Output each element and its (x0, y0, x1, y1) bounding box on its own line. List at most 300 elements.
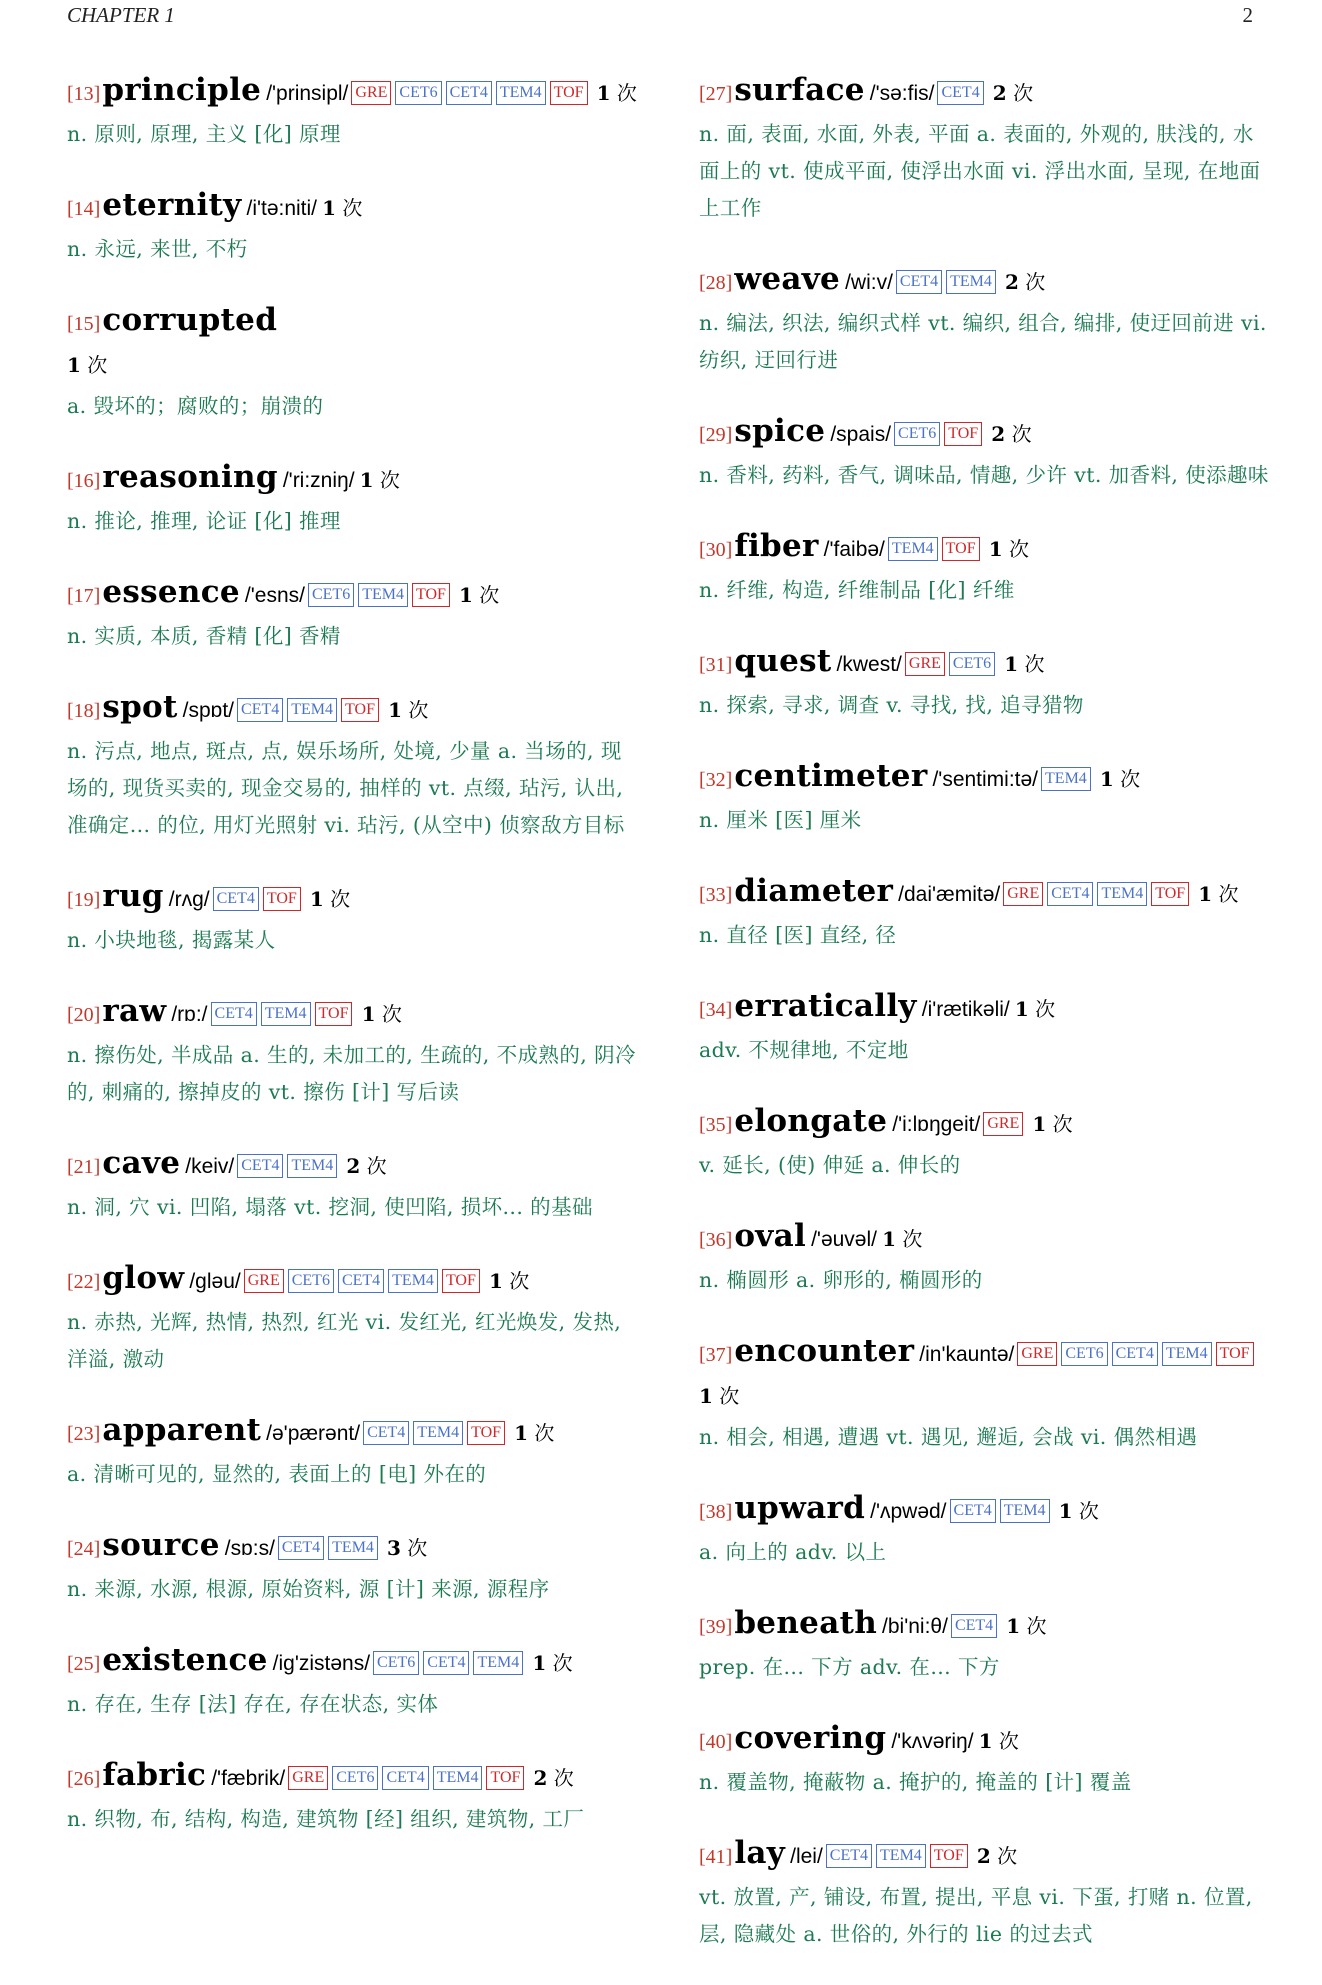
vocab-entry (699, 1216, 1273, 1299)
entry-number: [16] (67, 470, 101, 492)
headword: oval (734, 1218, 807, 1254)
count-value: 1 (359, 468, 374, 492)
entry-number: [34] (699, 999, 733, 1021)
vocab-entry (67, 1640, 641, 1723)
entry-number: [19] (67, 889, 101, 911)
definition: n. 编法, 织法, 编织式样 vt. 编织, 组合, 编排, 使迂回前进 vi. 纺织, 迂回行进 (699, 311, 1267, 372)
headword: upward (734, 1490, 866, 1526)
headword: elongate (734, 1103, 888, 1139)
headword-line (699, 259, 1273, 304)
exam-tag-tem4: TEM4 (1162, 1342, 1212, 1366)
count-value: 1 (988, 537, 1003, 561)
vocab-entry (67, 70, 641, 153)
headword-line (67, 991, 641, 1036)
occurrence-count: 1 次 (988, 537, 1029, 561)
phonetic: /'kʌvəriŋ/ (891, 1730, 974, 1753)
vocab-entry (67, 1755, 641, 1838)
headword: raw (102, 993, 167, 1029)
entry-number: [20] (67, 1004, 101, 1026)
phonetic: /rʌg/ (168, 888, 210, 911)
entry-number: [17] (67, 585, 101, 607)
headword: spot (102, 689, 178, 725)
count-value: 1 (699, 1384, 713, 1408)
vocab-entry (67, 572, 641, 655)
phonetic: /'esns/ (244, 584, 305, 607)
phonetic: /ig'zistəns/ (272, 1652, 371, 1675)
exam-tags (1017, 1346, 1257, 1365)
entry-number: [41] (699, 1846, 733, 1868)
occurrence-count: 1 次 (1004, 652, 1045, 676)
definition: n. 推论, 推理, 论证 [化] 推理 (67, 509, 341, 533)
exam-tag-cet4: CET4 (237, 1154, 283, 1178)
vocab-entry (67, 1143, 641, 1226)
definition: n. 赤热, 光辉, 热情, 热烈, 红光 vi. 发红光, 红光焕发, 发热, 洋溢, 激动 (67, 1310, 622, 1371)
exam-tag-tof: TOF (944, 422, 982, 446)
phonetic: /'i:lɒŋgeit/ (892, 1113, 981, 1136)
headword-line (67, 1755, 641, 1800)
count-value: 2 (976, 1844, 991, 1868)
headword-line (67, 457, 641, 502)
definition: n. 探索, 寻求, 调查 v. 寻找, 找, 追寻猎物 (699, 693, 1084, 717)
count-value: 1 (361, 1002, 376, 1026)
phonetic: /bi'ni:θ/ (882, 1615, 948, 1638)
phonetic: /spais/ (830, 423, 892, 446)
headword-line (699, 1603, 1273, 1648)
exam-tag-tem4: TEM4 (388, 1269, 438, 1293)
headword: diameter (734, 873, 894, 909)
exam-tag-cet4: CET4 (446, 81, 492, 105)
headword: encounter (734, 1333, 915, 1369)
exam-tag-tem4: TEM4 (328, 1536, 378, 1560)
count-value: 1 (1004, 652, 1019, 676)
count-value: 1 (1006, 1614, 1021, 1638)
headword-line (699, 1833, 1273, 1878)
headword-line (699, 641, 1273, 686)
exam-tag-cet4: CET4 (896, 270, 942, 294)
definition: vt. 放置, 产, 铺设, 布置, 提出, 平息 vi. 下蛋, 打赌 n. 位置, 层, 隐藏处 a. 世俗的, 外行的 lie 的过去式 (699, 1885, 1253, 1946)
exam-tag-tof: TOF (1216, 1342, 1254, 1366)
headword: fiber (734, 528, 819, 564)
phonetic: /kwest/ (836, 653, 902, 676)
vocab-entry (699, 411, 1273, 494)
exam-tag-cet6: CET6 (373, 1651, 419, 1675)
definition: a. 向上的 adv. 以上 (699, 1540, 887, 1564)
phonetic: /gləu/ (189, 1270, 241, 1293)
occurrence-count: 1 次 (67, 353, 108, 377)
phonetic: /in'kauntə/ (919, 1343, 1015, 1366)
headword: reasoning (102, 459, 278, 495)
occurrence-count: 1 次 (309, 887, 351, 911)
entry-number: [29] (699, 424, 733, 446)
count-value: 1 (532, 1651, 547, 1675)
headword-line (699, 1488, 1273, 1533)
exam-tags (896, 274, 1000, 293)
occurrence-count: 1 次 (1014, 997, 1056, 1021)
exam-tag-tof: TOF (442, 1269, 480, 1293)
occurrence-count: 1 次 (388, 698, 429, 722)
exam-tag-cet4: CET4 (382, 1766, 428, 1790)
exam-tag-tem4: TEM4 (413, 1421, 463, 1445)
occurrence-count: 2 次 (346, 1154, 387, 1178)
entry-number: [35] (699, 1114, 733, 1136)
exam-tag-cet4: CET4 (1047, 882, 1093, 906)
definition: a. 毁坏的；腐败的；崩溃的 (67, 394, 324, 418)
occurrence-count: 1 次 (532, 1651, 573, 1675)
headword-line (699, 1718, 1273, 1763)
exam-tag-cet6: CET6 (949, 652, 995, 676)
chapter-title: CHAPTER 1 (67, 2, 175, 27)
page-header (67, 0, 1255, 30)
phonetic: /'sentimi:tə/ (932, 768, 1039, 791)
definition: n. 纤维, 构造, 纤维制品 [化] 纤维 (699, 578, 1015, 602)
exam-tags (351, 85, 591, 104)
vocab-entry (67, 876, 641, 959)
count-value: 1 (1014, 997, 1029, 1021)
vocab-entry (67, 1258, 641, 1378)
exam-tag-gre: GRE (905, 652, 945, 676)
entry-number: [22] (67, 1271, 101, 1293)
definition: n. 相会, 相遇, 遭遇 vt. 遇见, 邂逅, 会战 vi. 偶然相遇 (699, 1425, 1198, 1449)
exam-tags (237, 702, 383, 721)
exam-tags (826, 1848, 972, 1867)
headword-line (67, 1525, 641, 1570)
entry-number: [39] (699, 1616, 733, 1638)
phonetic: /'fæbrik/ (211, 1767, 286, 1790)
vocab-entry (699, 1718, 1273, 1801)
headword-line (699, 526, 1273, 571)
headword: surface (734, 72, 865, 108)
occurrence-count: 1 次 (322, 196, 363, 220)
headword: principle (102, 72, 262, 108)
exam-tag-tof: TOF (942, 537, 980, 561)
headword: essence (102, 574, 240, 610)
entry-number: [32] (699, 769, 733, 791)
exam-tag-tem4: TEM4 (261, 1002, 311, 1026)
headword-line (699, 411, 1273, 456)
definition: a. 清晰可见的, 显然的, 表面上的 [电] 外在的 (67, 1462, 487, 1486)
exam-tags (288, 1770, 528, 1789)
exam-tag-cet4: CET4 (950, 1499, 996, 1523)
exam-tag-tem4: TEM4 (1000, 1499, 1050, 1523)
occurrence-count: 3 次 (387, 1536, 428, 1560)
exam-tags (308, 587, 454, 606)
exam-tag-cet4: CET4 (213, 887, 259, 911)
definition: n. 小块地毯, 揭露某人 (67, 928, 276, 952)
entry-number: [24] (67, 1538, 101, 1560)
count-value: 1 (1099, 767, 1114, 791)
headword: weave (734, 261, 841, 297)
headword-line (67, 1143, 641, 1188)
exam-tag-cet6: CET6 (395, 81, 441, 105)
phonetic: /i'tə:niti/ (246, 197, 318, 220)
occurrence-count: 2 次 (976, 1844, 1018, 1868)
exam-tag-cet4: CET4 (211, 1002, 257, 1026)
occurrence-count: 1 次 (1006, 1614, 1047, 1638)
count-value: 1 (488, 1269, 503, 1293)
count-value: 2 (992, 81, 1007, 105)
phonetic: /'sə:fis/ (869, 82, 935, 105)
vocab-entry (67, 991, 641, 1111)
exam-tag-cet6: CET6 (308, 583, 354, 607)
exam-tag-tof: TOF (412, 583, 450, 607)
count-value: 1 (978, 1729, 993, 1753)
count-value: 1 (882, 1227, 896, 1251)
phonetic: /'faibə/ (823, 538, 885, 561)
count-value: 1 (1058, 1499, 1073, 1523)
vocab-entry (699, 1488, 1273, 1571)
headword-line (67, 1640, 641, 1685)
headword-line (699, 871, 1273, 916)
vocab-entry (699, 986, 1273, 1069)
exam-tag-gre: GRE (1017, 1342, 1057, 1366)
phonetic: /'ri:zniŋ/ (282, 469, 355, 492)
phonetic: /lei/ (790, 1845, 823, 1868)
entry-number: [27] (699, 83, 733, 105)
entry-number: [37] (699, 1344, 733, 1366)
exam-tag-cet4: CET4 (363, 1421, 409, 1445)
exam-tags (950, 1503, 1054, 1522)
exam-tag-gre: GRE (351, 81, 391, 105)
headword-line (67, 1410, 641, 1455)
definition: n. 实质, 本质, 香精 [化] 香精 (67, 624, 341, 648)
entry-number: [13] (67, 83, 101, 105)
entry-number: [15] (67, 313, 101, 335)
headword: covering (734, 1720, 887, 1756)
headword: erratically (734, 988, 917, 1024)
exam-tag-tem4: TEM4 (358, 583, 408, 607)
occurrence-count: 1 次 (1198, 882, 1239, 906)
vocab-entry (699, 70, 1273, 227)
headword-line (67, 185, 641, 230)
headword-line (67, 70, 641, 115)
headword: rug (102, 878, 164, 914)
definition: adv. 不规律地, 不定地 (699, 1038, 909, 1062)
vocab-entry (67, 185, 641, 268)
exam-tag-cet4: CET4 (1112, 1342, 1158, 1366)
exam-tags (1041, 771, 1095, 790)
exam-tag-tem4: TEM4 (876, 1844, 926, 1868)
exam-tag-tem4: TEM4 (888, 537, 938, 561)
exam-tags (373, 1655, 527, 1674)
count-value: 2 (991, 422, 1006, 446)
exam-tag-tof: TOF (1151, 882, 1189, 906)
exam-tag-tof: TOF (930, 1844, 968, 1868)
occurrence-count: 1 次 (978, 1729, 1019, 1753)
headword: apparent (102, 1412, 262, 1448)
occurrence-count: 1 次 (1058, 1499, 1099, 1523)
headword-line (699, 986, 1273, 1031)
exam-tags (278, 1540, 382, 1559)
vocab-entry (699, 756, 1273, 839)
definition: n. 擦伤处, 半成品 a. 生的, 未加工的, 生疏的, 不成熟的, 阴冷的, 刺痛的, 擦掉皮的 vt. 擦伤 [计] 写后读 (67, 1043, 636, 1104)
exam-tag-tem4: TEM4 (287, 1154, 337, 1178)
exam-tag-gre: GRE (288, 1766, 328, 1790)
headword: glow (102, 1260, 185, 1296)
exam-tag-gre: GRE (244, 1269, 284, 1293)
definition: n. 覆盖物, 掩蔽物 a. 掩护的, 掩盖的 [计] 覆盖 (699, 1770, 1132, 1794)
phonetic: /sɒ:s/ (224, 1537, 275, 1560)
occurrence-count: 1 次 (596, 81, 637, 105)
vocab-entry (699, 1101, 1273, 1184)
headword: existence (102, 1642, 268, 1678)
phonetic: /'prinsipl/ (266, 82, 349, 105)
exam-tag-tof: TOF (550, 81, 588, 105)
vocab-entry (67, 687, 641, 844)
entry-number: [38] (699, 1501, 733, 1523)
phonetic: /'əuvəl/ (811, 1228, 877, 1251)
definition: n. 污点, 地点, 斑点, 点, 娱乐场所, 处境, 少量 a. 当场的, 现场的, 现货买卖的, 现金交易的, 抽样的 vt. 点缀, 玷污, 认出, 准确定... 的位, 用灯光照射 vi. 玷污, (从空中) 侦察敌方目标 (67, 739, 625, 837)
vocab-entry (67, 1410, 641, 1493)
exam-tags (244, 1273, 484, 1292)
headword-line (67, 572, 641, 617)
exam-tag-cet4: CET4 (826, 1844, 872, 1868)
definition: n. 来源, 水源, 根源, 原始资料, 源 [计] 来源, 源程序 (67, 1577, 550, 1601)
occurrence-count: 1 次 (882, 1227, 923, 1251)
count-value: 1 (1032, 1112, 1047, 1136)
count-value: 1 (1198, 882, 1213, 906)
count-value: 3 (387, 1536, 401, 1560)
entry-number: [33] (699, 884, 733, 906)
exam-tag-tof: TOF (467, 1421, 505, 1445)
occurrence-count: 1 次 (699, 1384, 740, 1408)
count-value: 1 (514, 1421, 529, 1445)
entry-number: [28] (699, 272, 733, 294)
exam-tag-tem4: TEM4 (946, 270, 996, 294)
exam-tag-cet6: CET6 (332, 1766, 378, 1790)
occurrence-count: 1 次 (488, 1269, 530, 1293)
phonetic: /wi:v/ (845, 271, 893, 294)
phonetic: /spɒt/ (182, 699, 235, 722)
exam-tag-tem4: TEM4 (473, 1651, 523, 1675)
entry-number: [30] (699, 539, 733, 561)
exam-tags (1003, 886, 1193, 905)
vocab-entry (699, 526, 1273, 609)
exam-tag-cet6: CET6 (894, 422, 940, 446)
exam-tags (213, 891, 305, 910)
left-column (67, 70, 641, 1870)
vocab-entry (67, 1525, 641, 1608)
exam-tag-tof: TOF (315, 1002, 353, 1026)
definition: n. 洞, 穴 vi. 凹陷, 塌落 vt. 挖洞, 使凹陷, 损坏... 的基础 (67, 1195, 593, 1219)
headword-line (67, 687, 641, 732)
exam-tag-cet4: CET4 (338, 1269, 384, 1293)
definition: v. 延长, (使) 伸延 a. 伸长的 (699, 1153, 961, 1177)
exam-tags (894, 426, 986, 445)
occurrence-count: 2 次 (533, 1766, 574, 1790)
definition: n. 厘米 [医] 厘米 (699, 808, 862, 832)
definition: n. 永远, 来世, 不朽 (67, 237, 248, 261)
headword: fabric (102, 1757, 207, 1793)
exam-tag-tem4: TEM4 (1097, 882, 1147, 906)
count-value: 1 (388, 698, 402, 722)
exam-tag-cet4: CET4 (237, 698, 283, 722)
exam-tags (363, 1425, 509, 1444)
headword: quest (734, 643, 832, 679)
exam-tag-tof: TOF (341, 698, 379, 722)
exam-tag-tem4: TEM4 (1041, 767, 1091, 791)
exam-tag-tem4: TEM4 (287, 698, 337, 722)
page-number: 2 (1242, 2, 1253, 27)
entry-number: [25] (67, 1653, 101, 1675)
entry-number: [14] (67, 198, 101, 220)
entry-number: [31] (699, 654, 733, 676)
definition: n. 织物, 布, 结构, 构造, 建筑物 [经] 组织, 建筑物, 工厂 (67, 1807, 585, 1831)
definition: prep. 在... 下方 adv. 在... 下方 (699, 1655, 1000, 1679)
occurrence-count: 1 次 (1099, 767, 1141, 791)
count-value: 1 (596, 81, 611, 105)
headword-line (67, 1258, 641, 1303)
occurrence-count: 1 次 (1032, 1112, 1073, 1136)
occurrence-count: 2 次 (991, 422, 1032, 446)
phonetic: /dai'æmitə/ (898, 883, 1001, 906)
count-value: 2 (533, 1766, 548, 1790)
headword-line (699, 1101, 1273, 1146)
vocab-entry (699, 259, 1273, 379)
entry-number: [40] (699, 1731, 733, 1753)
definition: n. 原则, 原理, 主义 [化] 原理 (67, 122, 341, 146)
phonetic: /'ʌpwəd/ (870, 1500, 947, 1523)
exam-tag-cet4: CET4 (937, 81, 983, 105)
entry-number: [18] (67, 700, 101, 722)
exam-tag-gre: GRE (983, 1112, 1023, 1136)
headword: lay (734, 1835, 786, 1871)
exam-tag-gre: GRE (1003, 882, 1043, 906)
exam-tags (888, 541, 984, 560)
definition: n. 椭圆形 a. 卵形的, 椭圆形的 (699, 1268, 983, 1292)
exam-tags (237, 1158, 341, 1177)
exam-tag-cet4: CET4 (951, 1614, 997, 1638)
headword: corrupted (102, 302, 278, 338)
headword-line (67, 300, 641, 387)
exam-tag-cet4: CET4 (278, 1536, 324, 1560)
headword-line (67, 876, 641, 921)
occurrence-count: 1 次 (459, 583, 500, 607)
exam-tags (983, 1116, 1027, 1135)
exam-tag-tof: TOF (486, 1766, 524, 1790)
exam-tags (211, 1006, 357, 1025)
exam-tag-cet6: CET6 (288, 1269, 334, 1293)
vocab-entry (699, 1331, 1273, 1456)
headword-line (699, 756, 1273, 801)
exam-tag-tem4: TEM4 (496, 81, 546, 105)
count-value: 2 (1005, 270, 1019, 294)
right-column (699, 70, 1273, 1985)
vocab-entry (67, 457, 641, 540)
exam-tag-cet6: CET6 (1061, 1342, 1107, 1366)
headword-line (699, 1216, 1273, 1261)
entry-number: [36] (699, 1229, 733, 1251)
count-value: 1 (67, 353, 81, 377)
headword-line (699, 70, 1273, 115)
headword: source (102, 1527, 220, 1563)
exam-tags (905, 656, 999, 675)
count-value: 1 (459, 583, 473, 607)
vocab-entry (699, 1603, 1273, 1686)
phonetic: /ə'pærənt/ (266, 1422, 361, 1445)
occurrence-count: 1 次 (361, 1002, 402, 1026)
headword: cave (102, 1145, 181, 1181)
definition: n. 香料, 药料, 香气, 调味品, 情趣, 少许 vt. 加香料, 使添趣味 (699, 463, 1269, 487)
exam-tags (937, 85, 987, 104)
phonetic: /rɒ:/ (171, 1003, 208, 1026)
occurrence-count: 2 次 (992, 81, 1034, 105)
entry-number: [23] (67, 1423, 101, 1445)
headword-line (699, 1331, 1273, 1418)
entry-number: [26] (67, 1768, 101, 1790)
vocab-entry (699, 641, 1273, 724)
definition: n. 面, 表面, 水面, 外表, 平面 a. 表面的, 外观的, 肤浅的, 水面上的 vt. 使成平面, 使浮出水面 vi. 浮出水面, 呈现, 在地面上工作 (699, 122, 1261, 220)
phonetic: /keiv/ (185, 1155, 235, 1178)
